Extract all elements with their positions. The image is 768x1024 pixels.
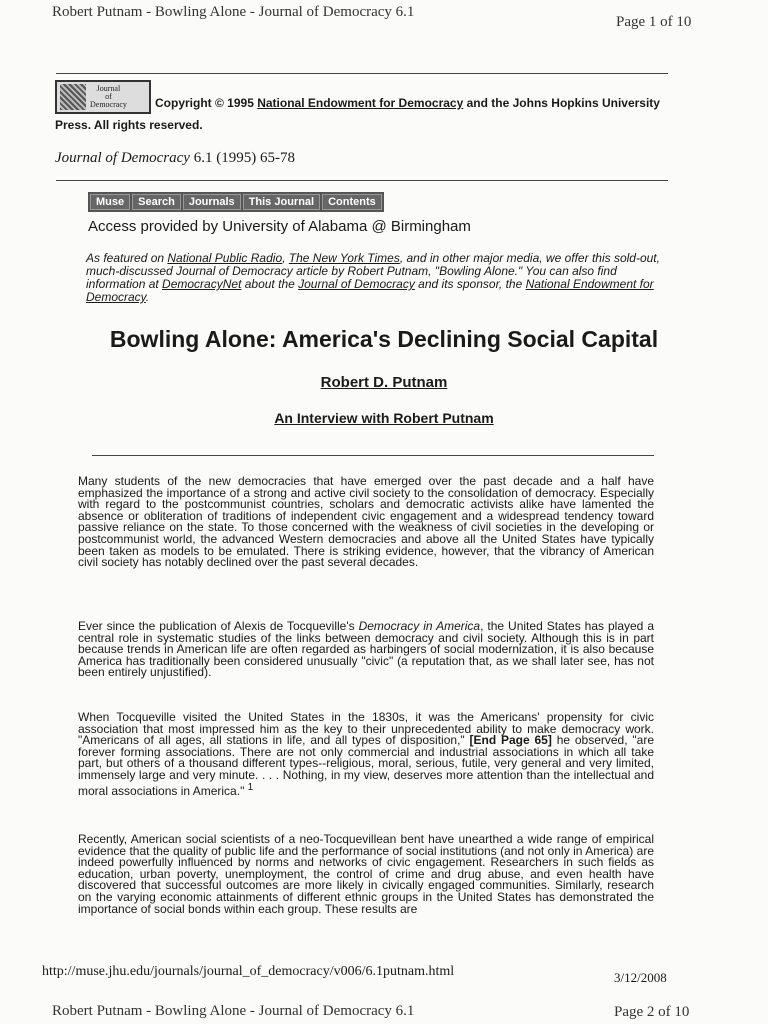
logo-text: Journal of Democracy	[90, 84, 127, 109]
running-header-page-number: Page 1 of 10	[616, 14, 692, 30]
running-header-title: Robert Putnam - Bowling Alone - Journal of Democracy 6.1	[52, 4, 415, 20]
citation: Journal of Democracy 6.1 (1995) 65-78	[55, 150, 295, 166]
paragraph-2: Ever since the publication of Alexis de Tocqueville's Democracy in America, the United States has played a central role in systematic studies of the links between democracy and civil society. Although this is in part because trends in American life are often regarded as harbingers of social modernization, it is also because America has traditionally been considered unusually "civic" (a reputation that, as we shall later see, has not been entirely unjustified).	[78, 619, 654, 680]
page2-header-page-number: Page 2 of 10	[614, 1004, 690, 1020]
author-link[interactable]: Robert D. Putnam	[320, 374, 448, 391]
nav-contents-button[interactable]: Contents	[322, 194, 382, 210]
paragraph-1: Many students of the new democracies that have emerged over the past decade and a half have emphasized the importance of a strong and active civil society to the consolidation of democracy. Especially with regard to the postcommunist countries, scholars and democratic activists alike have lamented the absence or obliteration of traditions of independent civic engagement and a widespread tendency toward passive reliance on the state. To those concerned with the weakness of civil societies in the developing or postcommunist world, the advanced Western democracies and above all the United States have typically been taken as models to be emulated. There is striking evidence, however, that the vibrancy of American civil society has notably declined over the past several decades.	[78, 474, 654, 570]
page2-header-title: Robert Putnam - Bowling Alone - Journal of Democracy 6.1	[52, 1003, 415, 1019]
featured-note: As featured on National Public Radio, The New York Times, and in other major media, we offer this sold-out, much-discussed Journal of Democracy article by Robert Putnam, "Bowling Alone." You can also find information at DemocracyNet about the Journal of Democracy and its sponsor, the National Endowment for Democracy.	[86, 251, 660, 304]
divider	[92, 455, 654, 456]
journal-link[interactable]: Journal of Democracy	[298, 277, 415, 291]
nav-muse-button[interactable]: Muse	[90, 194, 130, 210]
ned-link[interactable]: National Endowment for Democracy	[86, 277, 654, 304]
footnote-link[interactable]: 1	[247, 781, 254, 793]
divider	[56, 73, 668, 74]
nyt-link[interactable]: The New York Times	[288, 251, 400, 265]
paragraph-4: Recently, American social scientists of a neo-Tocquevillean bent have unearthed a wide range of empirical evidence that the quality of public life and the performance of social institutions (and not only in America) are indeed powerfully influenced by norms and networks of civic engagement. Researchers in such fields as education, urban poverty, unemployment, the control of crime and drug abuse, and even health have discovered that successful outcomes are more likely in civically engaged communities. Similarly, research on the varying economic attainments of different ethnic groups in the United States has demonstrated the importance of social bonds within each group. These results are	[78, 832, 654, 916]
muse-nav-bar	[88, 192, 384, 212]
nav-this-journal-button[interactable]: This Journal	[243, 194, 320, 210]
copyright-notice: Copyright © 1995 National Endowment for Democracy and the Johns Hopkins University Press. All rights reserved.	[55, 96, 660, 132]
paragraph-3: When Tocqueville visited the United States in the 1830s, it was the Americans' propensity for civic association that most impressed him as the key to their unprecedented ability to make democracy work. "Americans of all ages, all stations in life, and all types of disposition," [End Page 65] he observed, "are forever forming associations. There are not only commercial and industrial associations in which all take part, but others of a thousand different types--religious, moral, serious, futile, very general and very limited, immensely large and very minute. . . . Nothing, in my view, deserves more attention than the intellectual and moral associations in America." $^1$	[78, 710, 655, 798]
article-title: Bowling Alone: America's Declining Social Capital	[109, 326, 659, 352]
end-page-marker: [End Page 65]	[469, 733, 552, 748]
access-notice: Access provided by University of Alabama @ Birmingham	[88, 218, 471, 235]
divider	[56, 180, 668, 181]
footer-url: http://muse.jhu.edu/journals/journal_of_democracy/v006/6.1putnam.html	[42, 964, 455, 979]
footer-date: 3/12/2008	[614, 970, 667, 985]
democracynet-link[interactable]: DemocracyNet	[162, 277, 242, 291]
publisher-link[interactable]: National Endowment for Democracy	[257, 96, 464, 110]
nav-search-button[interactable]: Search	[132, 194, 181, 210]
npr-link[interactable]: National Public Radio	[167, 251, 283, 265]
interview-link[interactable]: An Interview with Robert Putnam	[274, 410, 494, 426]
nav-journals-button[interactable]: Journals	[183, 194, 241, 210]
